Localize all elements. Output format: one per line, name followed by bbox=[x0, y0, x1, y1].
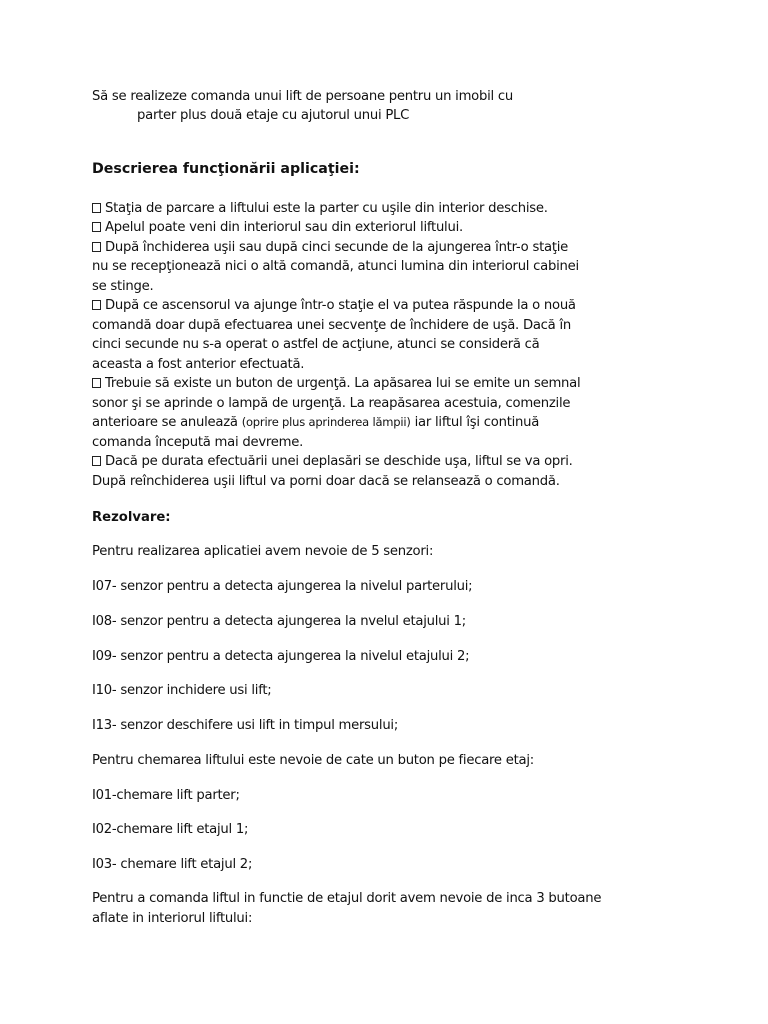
description-line: nu se recepţionează nici o altă comandă, atunci lumina din interiorul cabinei bbox=[92, 259, 579, 274]
bullet-square-icon bbox=[92, 242, 101, 252]
description-line: După reînchiderea uşii liftul va porni doar dacă se relansează o comandă. bbox=[92, 474, 560, 489]
call-item: I03- chemare lift etajul 2; bbox=[92, 857, 253, 872]
title-line-1: Să se realizeze comanda unui lift de persoane pentru un imobil cu bbox=[92, 89, 514, 104]
sensor-item: I13- senzor deschifere usi lift in timpul mersului; bbox=[92, 718, 399, 733]
call-item: I01-chemare lift parter; bbox=[92, 788, 240, 803]
sensor-item: I10- senzor inchidere usi lift; bbox=[92, 683, 272, 698]
bullet-square-icon bbox=[92, 300, 101, 310]
sensor-item: I07- senzor pentru a detecta ajungerea la nivelul parterului; bbox=[92, 579, 473, 594]
bullet-square-icon bbox=[92, 203, 101, 213]
description-bullet-3: După închiderea uşii sau după cinci secunde de la ajungerea într-o staţie bbox=[92, 238, 568, 257]
bullet-square-icon bbox=[92, 456, 101, 466]
call-item: I02-chemare lift etajul 1; bbox=[92, 822, 249, 837]
call-intro: Pentru chemarea liftului este nevoie de cate un buton pe fiecare etaj: bbox=[92, 753, 534, 768]
description-line: anterioare se anulează (oprire plus aprinderea lămpii) iar liftul îşi continuă bbox=[92, 415, 540, 430]
description-line: comanda începută mai devreme. bbox=[92, 435, 304, 450]
bullet-square-icon bbox=[92, 222, 101, 232]
description-bullet-6: Dacă pe durata efectuării unei deplasări se deschide uşa, liftul se va opri. bbox=[92, 452, 573, 471]
final-paragraph-line-2: aflate in interiorul liftului: bbox=[92, 911, 253, 926]
solution-intro: Pentru realizarea aplicatiei avem nevoie de 5 senzori: bbox=[92, 544, 434, 559]
description-bullet-5: Trebuie să existe un buton de urgenţă. La apăsarea lui se emite un semnal bbox=[92, 374, 580, 393]
description-bullet-1: Staţia de parcare a liftului este la parter cu uşile din interior deschise. bbox=[92, 199, 548, 218]
description-heading: Descrierea funcţionării aplicaţiei: bbox=[92, 161, 360, 177]
description-line: comandă doar după efectuarea unei secvenţe de închidere de uşă. Dacă în bbox=[92, 318, 571, 333]
description-bullet-4: După ce ascensorul va ajunge într-o staţie el va putea răspunde la o nouă bbox=[92, 296, 576, 315]
description-bullet-2: Apelul poate veni din interiorul sau din exteriorul liftului. bbox=[92, 218, 463, 237]
description-line: aceasta a fost anterior efectuată. bbox=[92, 357, 305, 372]
solution-heading: Rezolvare: bbox=[92, 510, 171, 525]
description-line: cinci secunde nu s-a operat o astfel de acţiune, atunci se consideră că bbox=[92, 337, 540, 352]
description-line: sonor şi se aprinde o lampă de urgenţă. La reapăsarea acestuia, comenzile bbox=[92, 396, 571, 411]
bullet-square-icon bbox=[92, 378, 101, 388]
description-line: se stinge. bbox=[92, 279, 154, 294]
title-line-2: parter plus două etaje cu ajutorul unui PLC bbox=[137, 108, 410, 123]
sensor-item: I08- senzor pentru a detecta ajungerea la nvelul etajului 1; bbox=[92, 614, 466, 629]
final-paragraph-line-1: Pentru a comanda liftul in functie de etajul dorit avem nevoie de inca 3 butoane bbox=[92, 891, 602, 906]
sensor-item: I09- senzor pentru a detecta ajungerea la nivelul etajului 2; bbox=[92, 649, 470, 664]
